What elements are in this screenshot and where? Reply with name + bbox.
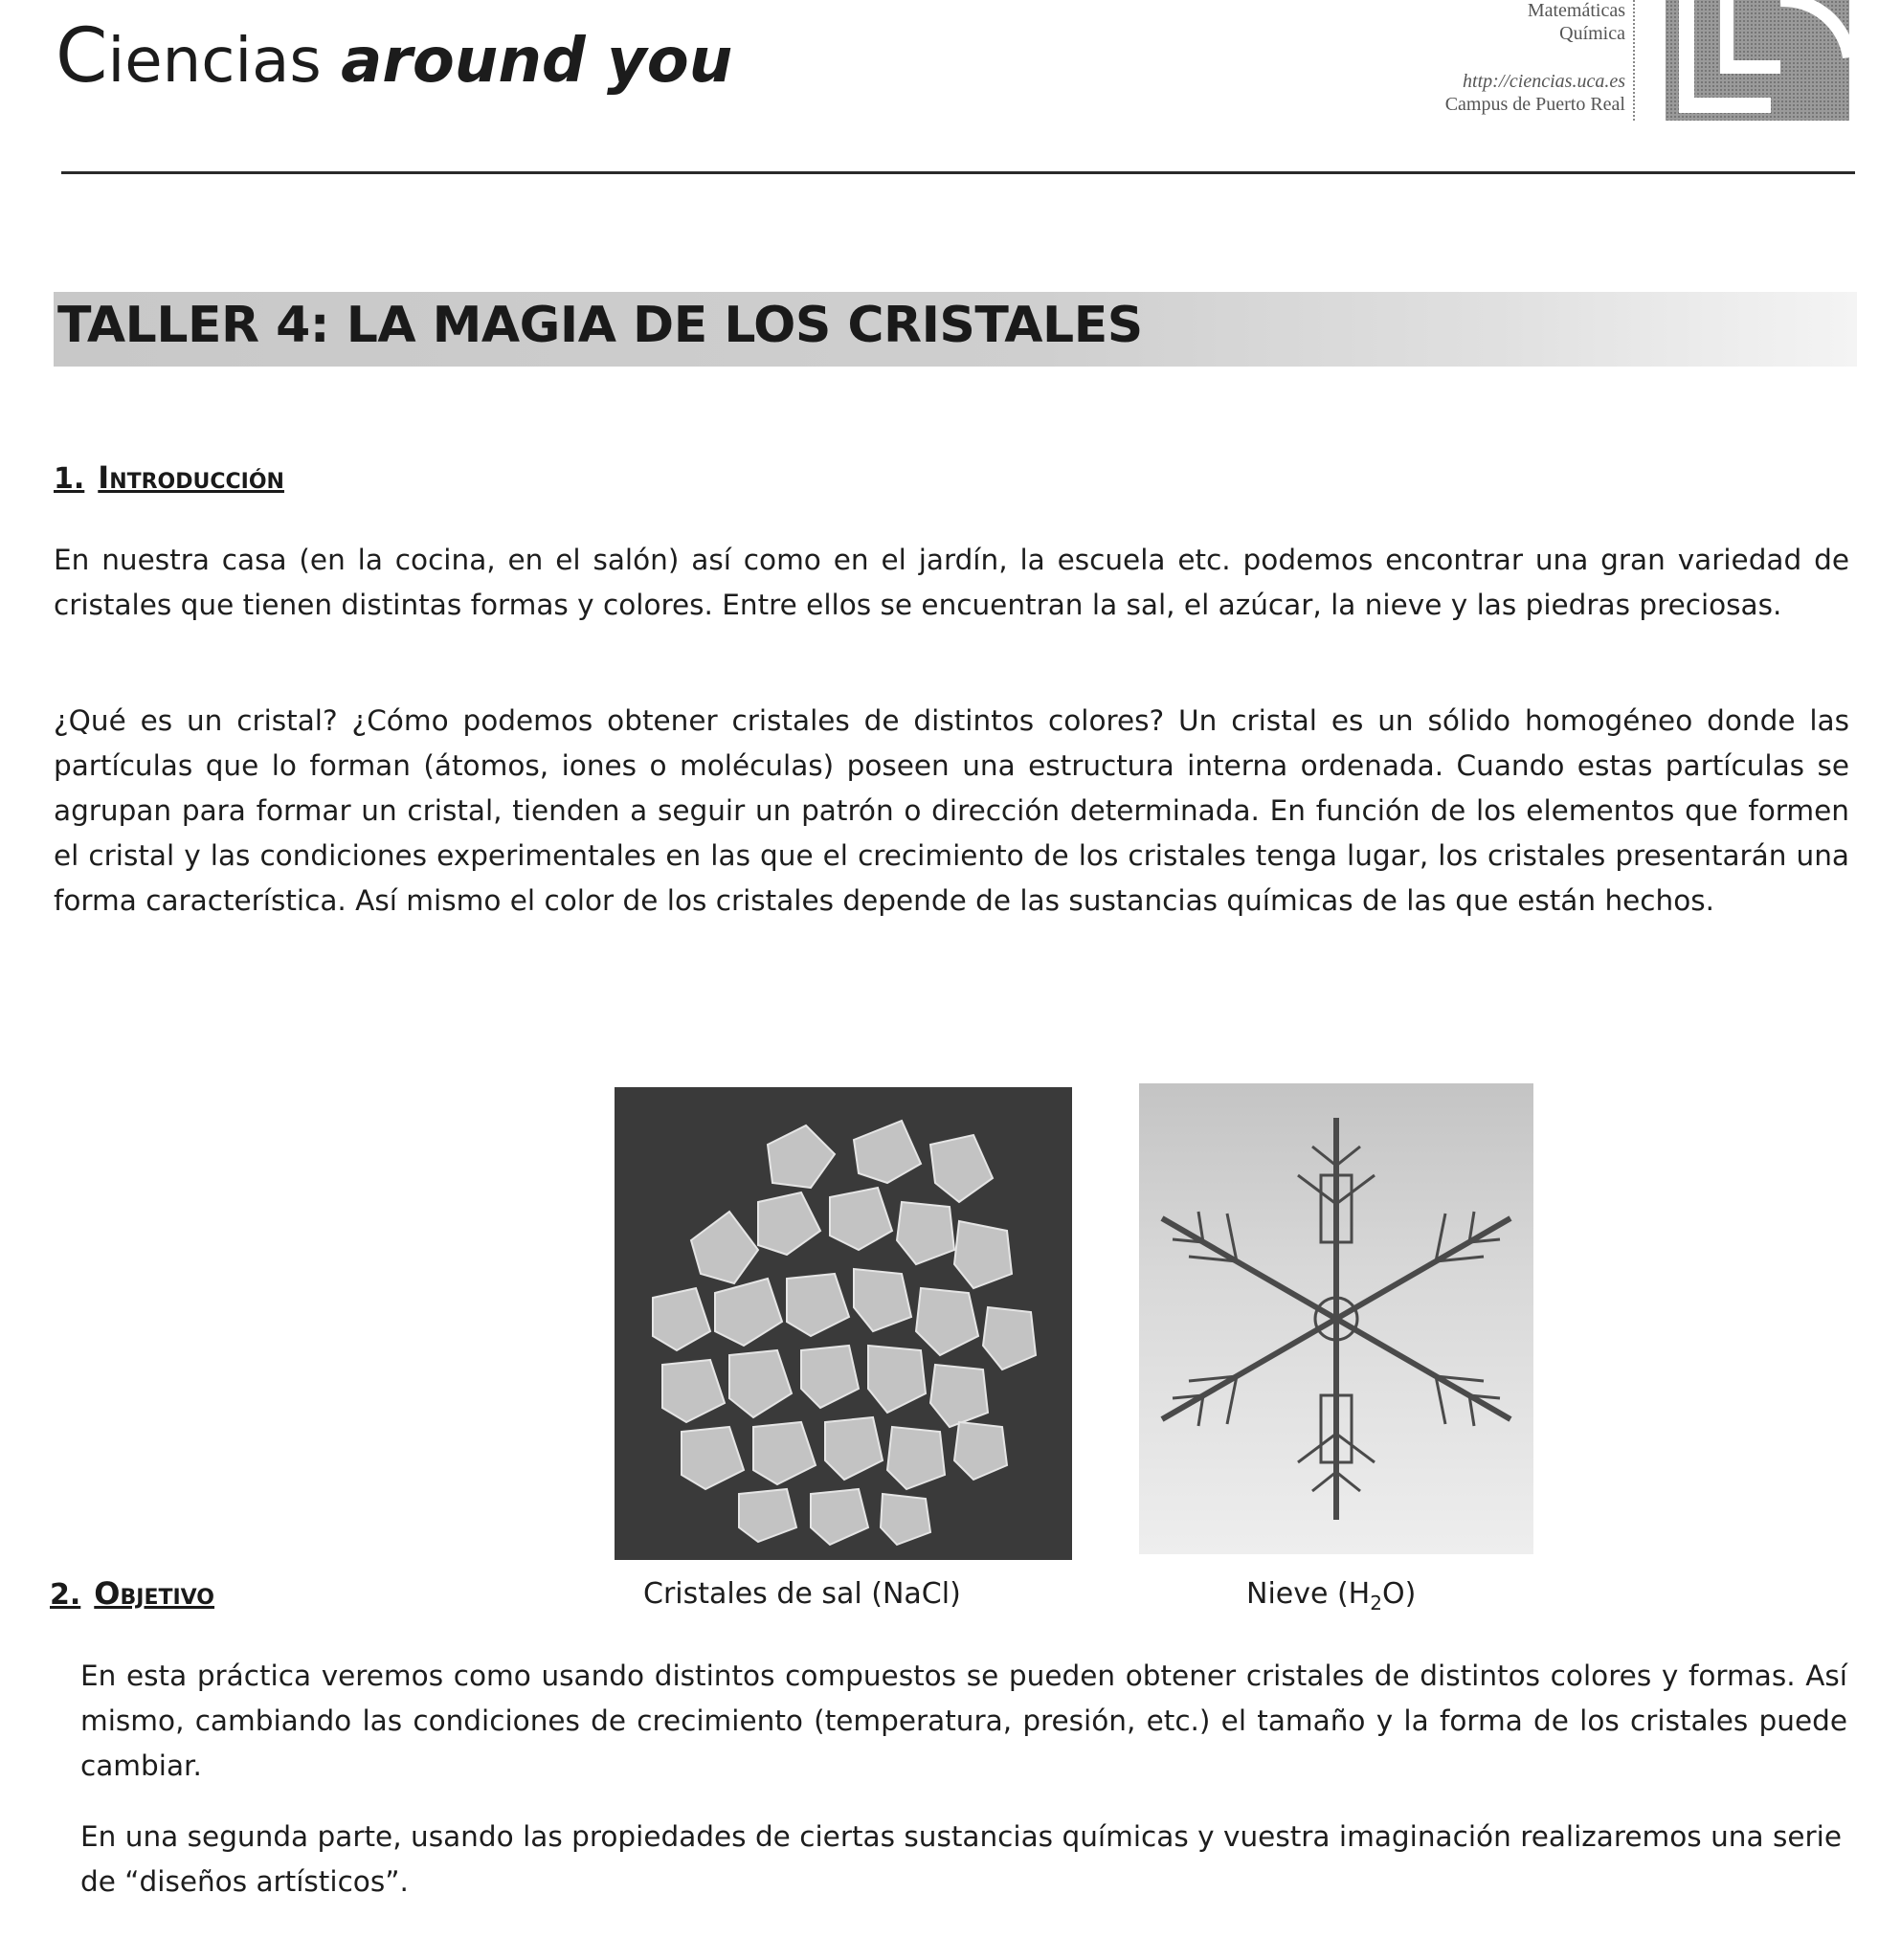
intro-paragraph-2: ¿Qué es un cristal? ¿Cómo podemos obtener cristales de distintos colores? Un cristal es un sólido homogéneo donde las partículas que lo forman (átomos, iones o moléculas) poseen una estructura interna ordenada. Cuando estas partículas se agrupan para formar un cristal, tienden a seguir un patrón o dirección determinada. En función de los elementos que formen el cristal y las condiciones experimentales en las que el crecimiento de los cristales tenga lugar, los cristales presentarán una forma característica. Así mismo el color de los cristales depende de las sustancias químicas de las que están hechos.: [54, 704, 1849, 917]
logo-separator: [1633, 0, 1635, 121]
salt-caption: Cristales de sal (NaCl): [643, 1577, 961, 1611]
header-rule: [61, 171, 1855, 174]
brand-initial: C: [56, 13, 108, 100]
objective-paragraph-1: En esta práctica veremos como usando distintos compuestos se pueden obtener cristales de distintos colores y formas. Así mismo, cambiando las condiciones de crecimiento (temperatura, presión, etc.) el tamaño y la forma de los cristales puede cambiar.: [80, 1659, 1847, 1782]
snow-caption-subscript: 2: [1370, 1592, 1382, 1615]
section-title: Introducción: [98, 459, 284, 496]
header-url: http://ciencias.uca.es: [1463, 71, 1625, 92]
section-title: Objetivo: [94, 1575, 215, 1612]
subject-chemistry: Química: [1559, 23, 1625, 44]
snowflake-photo: [1139, 1083, 1533, 1554]
objective-paragraph-2: En una segunda parte, usando las propiedades de ciertas sustancias químicas y vuestra imaginación realizaremos una serie de “diseños artísticos”.: [80, 1820, 1842, 1898]
brand-title: [56, 13, 733, 100]
section-number: 2.: [50, 1578, 81, 1612]
page-title: TALLER 4: LA MAGIA DE LOS CRISTALES: [57, 297, 1143, 354]
snow-caption: [1246, 1577, 1416, 1615]
brand-rest: iencias: [107, 26, 322, 97]
subject-math: Matemáticas: [1527, 0, 1625, 21]
section-heading-intro: [54, 459, 284, 496]
section-number: 1.: [54, 462, 85, 496]
faculty-logo-icon: [1666, 0, 1849, 121]
header-campus: Campus de Puerto Real: [1444, 94, 1625, 115]
salt-crystals-photo: [615, 1087, 1072, 1560]
intro-paragraph-1: En nuestra casa (en la cocina, en el salón) así como en el jardín, la escuela etc. podemos encontrar una gran variedad de cristales que tienen distintas formas y colores. Entre ellos se encuentran la sal, el azúcar, la nieve y las piedras preciosas.: [54, 544, 1849, 621]
snow-caption-post: O): [1381, 1577, 1417, 1611]
snow-caption-pre: Nieve (H: [1246, 1577, 1371, 1611]
section-heading-objective: [50, 1575, 214, 1612]
brand-italic: around you: [341, 26, 733, 97]
